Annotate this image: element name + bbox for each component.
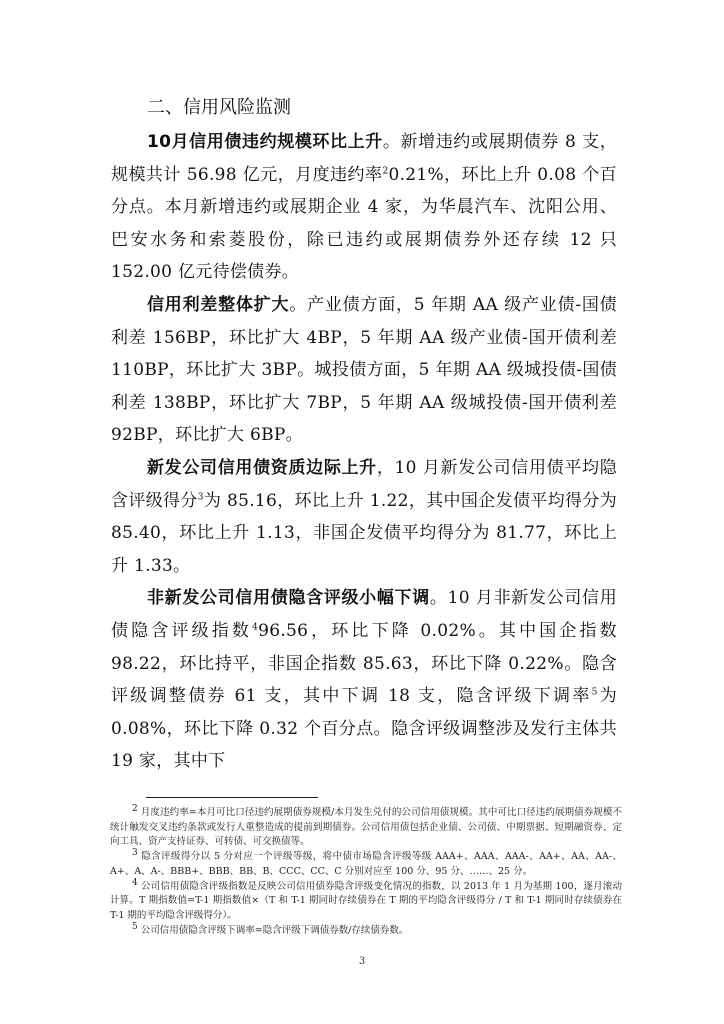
footnote-item	[110, 877, 622, 924]
footnotes	[110, 803, 622, 938]
footnote-text: 月度违约率=本月可比口径违约展期债券规模/本月发生兑付的公司信用债规模。其中可比口径违约展期债券规模不统计触发交叉违约条款或发行人重整造成的提前到期债券。公司信用债包括企业债、公司债、中期票据、短期融资券、定向工具、资产支持证券、可转债、可交换债等。	[110, 807, 622, 848]
paragraph-text: 。新增违约或展期债券 8 支，规模共计 56.98 亿元，月度违约率	[111, 132, 618, 185]
footnote-item	[110, 803, 622, 850]
footnote-number: 3	[132, 847, 138, 858]
section-title: 二、信用风险监测	[147, 97, 291, 118]
footnote-ref: 3	[197, 491, 204, 502]
footnote-number: 4	[132, 877, 138, 888]
paragraph-text: 。产业债方面，5 年期 AA 级产业债-国债利差 156BP，环比扩大 4BP，5 年期 AA 级产业债-国开债利差 110BP，环比扩大 3BP。城投债方面，5 年期 AA 级城投债-国债利差 138BP，环比扩大 7BP，5 年期 AA 级城投债-国开债利差 92BP，环比扩大 6BP。	[111, 294, 617, 446]
footnote-divider	[146, 797, 318, 798]
footnote-ref: 5	[591, 687, 598, 698]
paragraph-text: ，10 月新发公司信用债平均隐含评级得分	[111, 457, 617, 511]
paragraph-lead: 新发公司信用债资质边际上升	[147, 457, 377, 478]
footnote-number: 2	[132, 803, 138, 814]
footnote-ref: 4	[252, 622, 259, 633]
paragraph-default-scale	[111, 126, 617, 289]
footnote-ref: 2	[382, 165, 389, 176]
paragraph-rating-index	[111, 582, 617, 778]
page-number: 3	[358, 956, 366, 967]
paragraph-new-issuance	[111, 452, 617, 582]
paragraph-text: 96.56，环比下降 0.02%。其中国企指数 98.22，环比持平，非国企指数 85.63，环比下降 0.22%。隐含评级调整债券 61 支，其中下调 18 支，隐含评级下调率	[111, 620, 617, 707]
paragraph-lead: 信用利差整体扩大	[147, 294, 290, 315]
footnote-number: 5	[132, 921, 138, 932]
footnote-text: 公司信用债隐含评级指数是反映公司信用债券隐含评级变化情况的指数，以 2013 年 1 月为基期 100，逐月滚动计算。T 期指数值=T-1 期指数值×（T 和 T-1 期同时存续债券在 T 期的平均隐含评级得分 / T 和 T-1 期同时存续债券在 T-1 期的平均隐含评级得分）。	[110, 880, 622, 921]
paragraph-lead: 非新发公司信用债隐含评级小幅下调	[147, 588, 430, 609]
paragraph-credit-spread	[111, 289, 617, 452]
paragraph-lead: 10月信用债违约规模环比上升	[147, 132, 383, 152]
footnote-item	[110, 921, 622, 939]
footnote-text: 隐含评级得分以 5 分对应一个评级等级，将中债市场隐含评级等级 AAA+、AAA、AAA-、AA+、AA、AA-、A+、A、A-、BBB+、BBB、BB、B、CCC、CC、C 分别对应至 100 分、95 分、……、25 分。	[110, 851, 622, 877]
main-content	[111, 92, 617, 778]
paragraph-text: 。10 月非新发公司信用债隐含评级指数	[111, 588, 617, 641]
paragraph-text: 为 0.08%，环比下降 0.32 个百分点。隐含评级调整涉及发行主体共 19 家，其中下	[111, 686, 617, 772]
footnote-text: 公司信用债隐含评级下调率=隐含评级下调债券数/存续债券数。	[140, 924, 409, 936]
footnote-item	[110, 847, 622, 879]
paragraph-text: 0.21%，环比上升 0.08 个百分点。本月新增违约或展期企业 4 家，为华晨汽车、沈阳公用、巴安水务和索菱股份，除已违约或展期债券外还存续 12 只 152.00 亿元待偿债券。	[111, 164, 617, 283]
paragraph-text: 为 85.16，环比上升 1.22，其中国企发债平均得分为 85.40，环比上升 1.13，非国企发债平均得分为 81.77，环比上升 1.33。	[111, 490, 618, 576]
